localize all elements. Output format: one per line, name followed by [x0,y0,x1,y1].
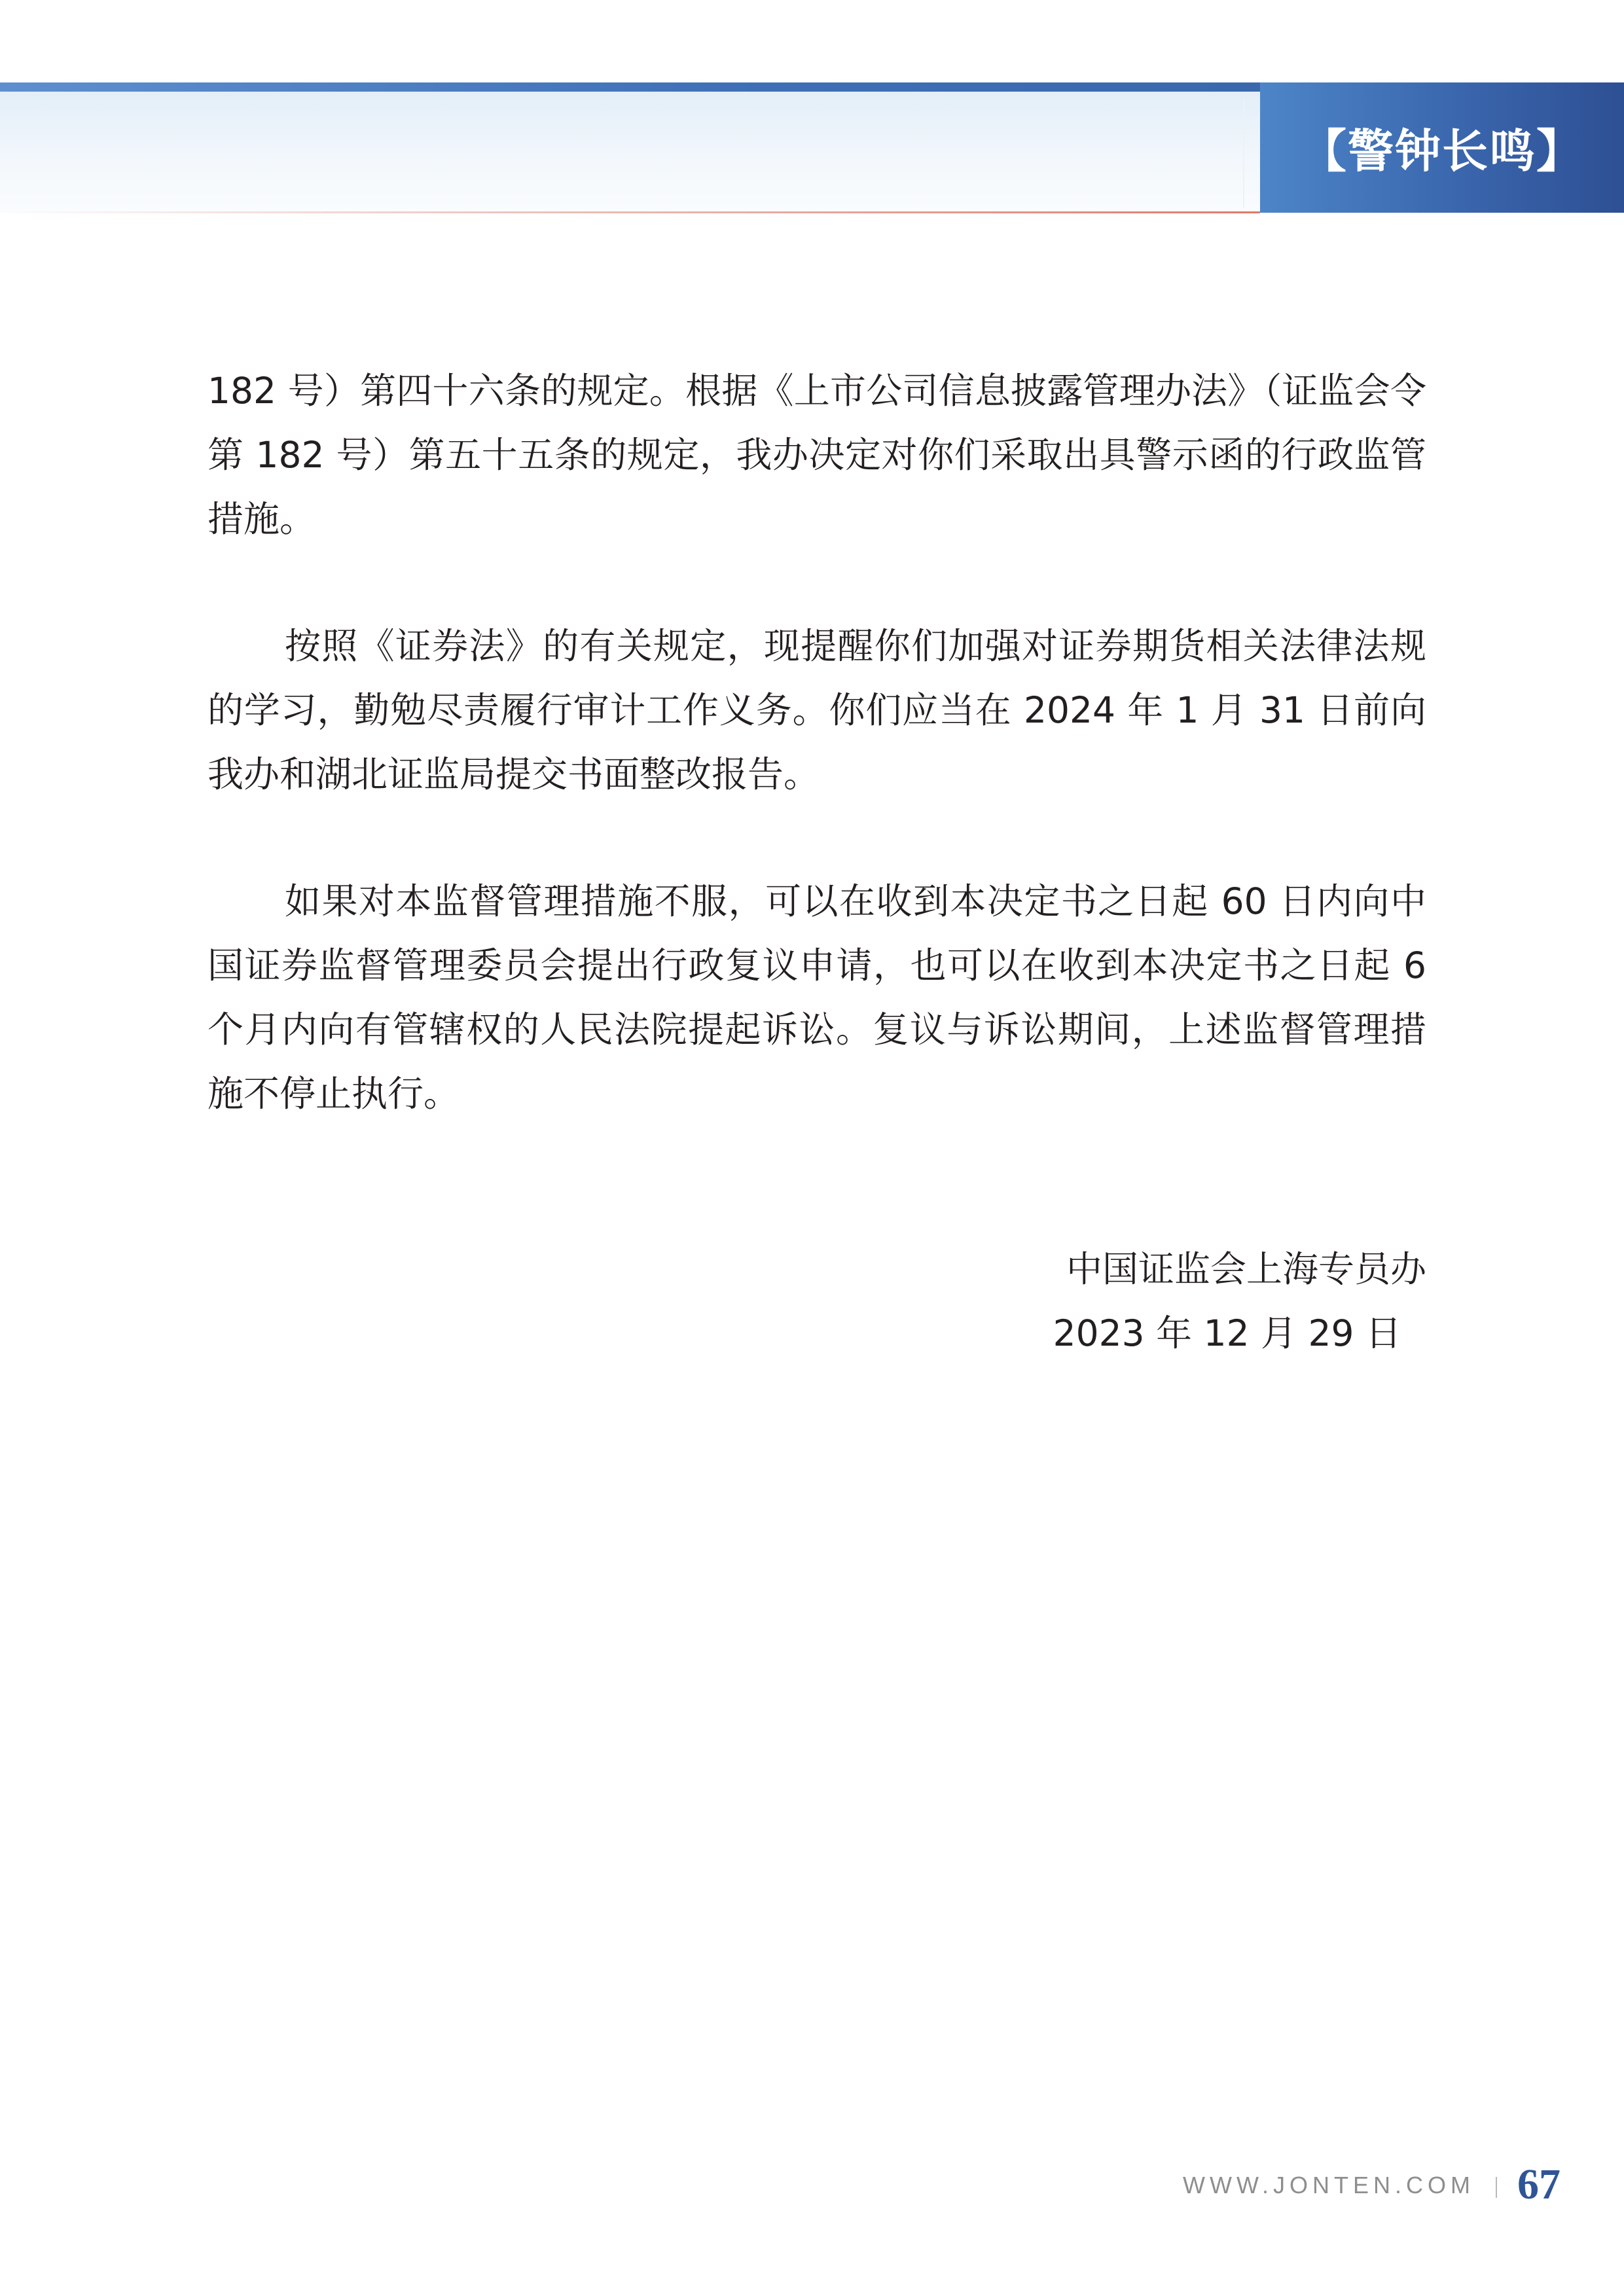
document-body [208,359,1426,1189]
page-footer [0,2153,1624,2225]
header-accent-line [0,211,1260,213]
header-band [0,92,1260,213]
section-tag [1260,82,1624,213]
body-paragraph: 如果对本监督管理措施不服，可以在收到本决定书之日起 60 日内向中国证券监督管理委员会提出行政复议申请，也可以在收到本决定书之日起 6 个月内向有管辖权的人民法院提起诉讼。复议与诉讼期间，上述监督管理措施不停止执行。 [208,880,1426,1115]
issue-date: 2023 年 12 月 29 日 [1053,1312,1401,1354]
section-tag-label: 【警钟长鸣】 [1301,124,1583,178]
body-paragraph: 182 号）第四十六条的规定。根据《上市公司信息披露管理办法》（证监会令第 182 号）第五十五条的规定，我办决定对你们采取出具警示函的行政监管措施。 [208,370,1426,540]
signature-block [851,1237,1426,1365]
footer-divider [1496,2177,1497,2198]
header-top-line [0,82,1260,92]
footer-website: WWW.JONTEN.COM [1183,2172,1475,2198]
issuer-name: 中国证监会上海专员办 [1066,1248,1426,1290]
page-number: 67 [1517,2161,1561,2208]
body-paragraph: 按照《证券法》的有关规定，现提醒你们加强对证券期货相关法律法规的学习，勤勉尽责履行审计工作义务。你们应当在 2024 年 1 月 31 日前向我办和湖北证监局提交书面整改报告。 [208,625,1426,795]
